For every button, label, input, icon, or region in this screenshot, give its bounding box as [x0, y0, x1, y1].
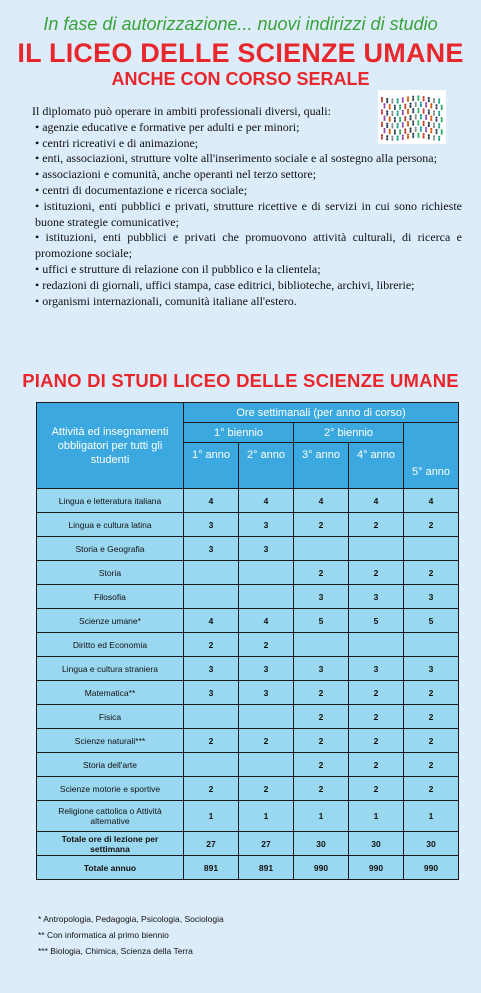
subject-cell: Scienze naturali***: [37, 729, 184, 753]
intro-item: • istituzioni, enti pubblici e privati, strutture ricettive e di servizi in cui sono richieste buone strategie comunicative;: [35, 198, 462, 229]
crowd-figure: [386, 100, 388, 103]
hours-cell: 2: [349, 681, 404, 705]
table-row: [37, 561, 459, 585]
crowd-figure: [397, 98, 399, 100]
hours-cell: 3: [404, 585, 459, 609]
hours-cell: [294, 633, 349, 657]
hours-cell: 2: [239, 777, 294, 801]
hours-cell: [184, 561, 239, 585]
crowd-figure: [391, 98, 393, 100]
hours-cell: 2: [349, 729, 404, 753]
header-year-1: 1° anno: [184, 443, 239, 489]
table-row: [37, 801, 459, 832]
hours-cell: 1: [239, 801, 294, 832]
hours-cell: [239, 705, 294, 729]
table-row: [37, 513, 459, 537]
hours-cell: 990: [294, 856, 349, 880]
intro-item: • centri ricreativi e di animazione;: [35, 135, 199, 150]
table-row: [37, 832, 459, 856]
hours-cell: 3: [184, 657, 239, 681]
subject-cell: Totale ore di lezione per settimana: [37, 832, 184, 856]
hours-cell: [294, 537, 349, 561]
crowd-figure: [381, 97, 383, 99]
header-year-3: 3° anno: [294, 443, 349, 489]
intro-item: • redazioni di giornali, uffici stampa, case editrici, biblioteche, archivi, librerie;: [35, 277, 415, 292]
subject-cell: Diritto ed Economia: [37, 633, 184, 657]
intro-lead: Il diplomato può operare in ambiti professionali diversi, quali:: [32, 104, 331, 118]
hours-cell: 4: [349, 489, 404, 513]
page-title: IL LICEO DELLE SCIENZE UMANE: [17, 38, 464, 68]
hours-cell: 2: [239, 633, 294, 657]
hours-cell: 4: [239, 609, 294, 633]
header-subject: Attività ed insegnamenti obbligatori per tutti gli studenti: [37, 403, 184, 489]
hours-cell: 3: [294, 657, 349, 681]
crowd-figure: [428, 99, 430, 102]
tagline: In fase di autorizzazione... nuovi indirizzi di studio: [43, 14, 438, 34]
hours-cell: 4: [239, 489, 294, 513]
footnote: *** Biologia, Chimica, Scienza della Terra: [38, 946, 193, 956]
hours-cell: 2: [184, 777, 239, 801]
hours-cell: 2: [294, 753, 349, 777]
intro-item: • organismi internazionali, comunità italiane all'estero.: [35, 293, 297, 308]
subject-cell: Storia: [37, 561, 184, 585]
hours-cell: 3: [184, 681, 239, 705]
page-subtitle: ANCHE CON CORSO SERALE: [111, 69, 370, 89]
hours-cell: 30: [294, 832, 349, 856]
hours-cell: 2: [404, 513, 459, 537]
subject-cell: Scienze umane*: [37, 609, 184, 633]
hours-cell: 27: [184, 832, 239, 856]
hours-cell: 2: [404, 753, 459, 777]
crowd-figure: [386, 98, 388, 100]
intro-item: • enti, associazioni, strutture volte all'inserimento sociale e al sostegno alla persona;: [35, 151, 437, 166]
hours-cell: 4: [184, 489, 239, 513]
hours-cell: 990: [404, 856, 459, 880]
hours-cell: 2: [294, 561, 349, 585]
hours-cell: [349, 537, 404, 561]
subject-cell: Storia e Geografia: [37, 537, 184, 561]
table-row: [37, 609, 459, 633]
hours-cell: 1: [184, 801, 239, 832]
hours-cell: 2: [294, 777, 349, 801]
subject-cell: Storia dell'arte: [37, 753, 184, 777]
intro-item: • uffici e strutture di relazione con il pubblico e la clientela;: [35, 261, 321, 276]
hours-cell: 2: [184, 633, 239, 657]
intro-text: [32, 104, 462, 309]
crowd-figure: [407, 99, 409, 102]
hours-cell: 2: [349, 705, 404, 729]
hours-cell: 3: [239, 657, 294, 681]
subject-cell: Totale annuo: [37, 856, 184, 880]
table-row: [37, 585, 459, 609]
table-row: [37, 681, 459, 705]
table-row: [37, 537, 459, 561]
crowd-figure: [423, 98, 425, 101]
subject-cell: Lingua e cultura latina: [37, 513, 184, 537]
hours-cell: 3: [349, 657, 404, 681]
header-biennio-1: 1° biennio: [184, 423, 294, 443]
hours-cell: 2: [349, 561, 404, 585]
hours-cell: 27: [239, 832, 294, 856]
hours-cell: 2: [294, 705, 349, 729]
intro-item: • associazioni e comunità, anche operanti nel terzo settore;: [35, 167, 317, 182]
subject-cell: Filosofia: [37, 585, 184, 609]
header-hours: Ore settimanali (per anno di corso): [184, 403, 459, 423]
hours-cell: 5: [349, 609, 404, 633]
hours-cell: 2: [294, 513, 349, 537]
hours-cell: 2: [349, 513, 404, 537]
hours-cell: 4: [404, 489, 459, 513]
subject-cell: Fisica: [37, 705, 184, 729]
crowd-figure: [418, 98, 420, 101]
hours-cell: 30: [404, 832, 459, 856]
table-row: [37, 856, 459, 880]
hours-cell: 3: [184, 537, 239, 561]
intro-item: • agenzie educative e formative per adulti e per minori;: [35, 119, 300, 134]
hours-cell: [349, 633, 404, 657]
footnotes: [38, 911, 224, 959]
hours-cell: [184, 585, 239, 609]
hours-cell: 891: [239, 856, 294, 880]
hours-cell: 5: [404, 609, 459, 633]
subject-cell: Religione cattolica o Attività alternative: [37, 801, 184, 832]
header-biennio-2: 2° biennio: [294, 423, 404, 443]
subject-cell: Scienze motorie e sportive: [37, 777, 184, 801]
hours-cell: 30: [349, 832, 404, 856]
hours-cell: 990: [349, 856, 404, 880]
hours-cell: 2: [404, 705, 459, 729]
hours-cell: [239, 561, 294, 585]
subject-cell: Matematica**: [37, 681, 184, 705]
table-row: [37, 729, 459, 753]
hours-cell: 4: [184, 609, 239, 633]
hours-cell: 2: [349, 753, 404, 777]
subject-cell: Lingua e letteratura italiana: [37, 489, 184, 513]
hours-cell: 5: [294, 609, 349, 633]
hours-cell: 3: [184, 513, 239, 537]
hours-cell: 3: [239, 681, 294, 705]
table-row: [37, 657, 459, 681]
hours-cell: 1: [294, 801, 349, 832]
hours-cell: 4: [294, 489, 349, 513]
crowd-figure: [381, 99, 383, 102]
section-title: PIANO DI STUDI LICEO DELLE SCIENZE UMANE: [22, 370, 459, 391]
table-row: [37, 753, 459, 777]
hours-cell: 891: [184, 856, 239, 880]
hours-cell: 2: [349, 777, 404, 801]
crowd-figure: [417, 95, 419, 97]
hours-cell: 2: [404, 681, 459, 705]
subject-cell: Lingua e cultura straniera: [37, 657, 184, 681]
hours-cell: 2: [184, 729, 239, 753]
header-year-2: 2° anno: [239, 443, 294, 489]
hours-cell: 3: [239, 537, 294, 561]
hours-cell: [184, 705, 239, 729]
intro-item: • istituzioni, enti pubblici e privati che promuovono attività culturali, di ricerca e promozione sociale;: [35, 230, 462, 261]
crowd-figure: [423, 96, 425, 98]
header-year-5: 5° anno: [404, 423, 459, 489]
crowd-figure: [433, 100, 435, 103]
hours-cell: 2: [239, 729, 294, 753]
study-plan-table: [36, 402, 459, 880]
hours-cell: 2: [404, 729, 459, 753]
table-row: [37, 489, 459, 513]
crowd-figure: [433, 98, 435, 100]
crowd-figure: [407, 96, 409, 98]
table-row: [37, 633, 459, 657]
crowd-figure: [412, 96, 414, 98]
hours-cell: 2: [404, 561, 459, 585]
crowd-figure: [412, 98, 414, 101]
hours-cell: [404, 633, 459, 657]
footnote: ** Con informatica al primo biennio: [38, 930, 169, 940]
header-year-4: 4° anno: [349, 443, 404, 489]
crowd-figure: [438, 98, 440, 100]
hours-cell: 2: [294, 681, 349, 705]
hours-cell: 2: [404, 777, 459, 801]
hours-cell: [239, 585, 294, 609]
hours-cell: 3: [404, 657, 459, 681]
crowd-figure: [402, 97, 404, 99]
hours-cell: 1: [404, 801, 459, 832]
hours-cell: 3: [349, 585, 404, 609]
hours-cell: [404, 537, 459, 561]
table-row: [37, 705, 459, 729]
hours-cell: 3: [294, 585, 349, 609]
hours-cell: 2: [294, 729, 349, 753]
crowd-figure: [428, 97, 430, 99]
hours-cell: 1: [349, 801, 404, 832]
hours-cell: [184, 753, 239, 777]
crowd-figure: [402, 100, 404, 103]
hours-cell: 3: [239, 513, 294, 537]
hours-cell: [239, 753, 294, 777]
table-row: [37, 777, 459, 801]
intro-item: • centri di documentazione e ricerca sociale;: [35, 182, 248, 197]
footnote: * Antropologia, Pedagogia, Psicologia, Sociologia: [38, 914, 224, 924]
